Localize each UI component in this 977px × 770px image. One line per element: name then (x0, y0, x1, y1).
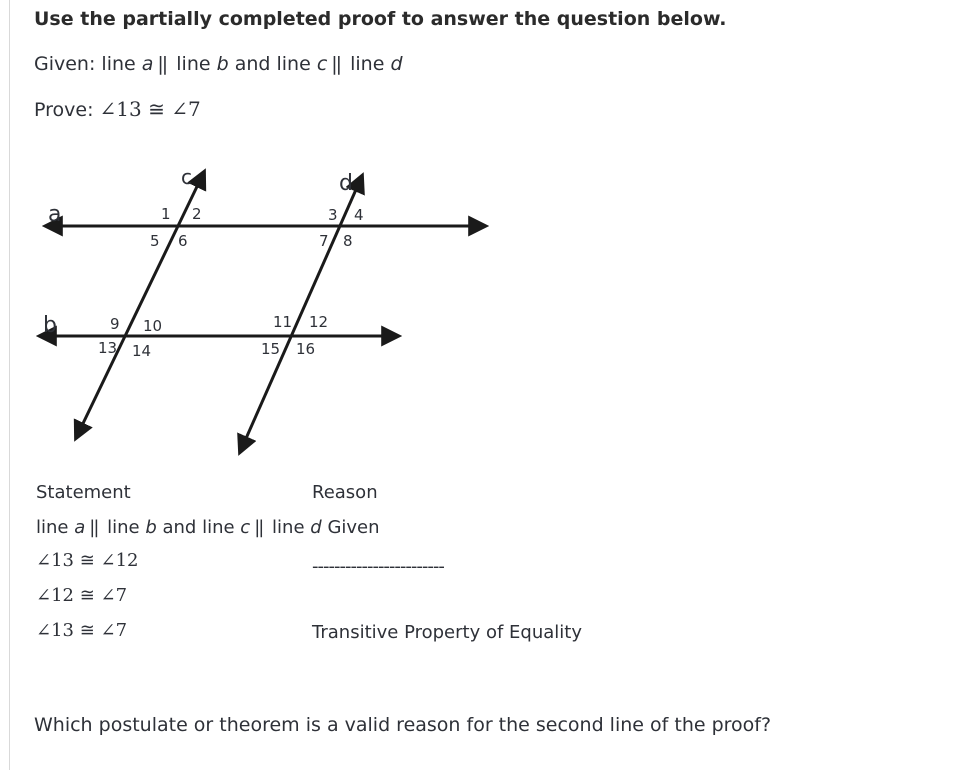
proof-reason-2-blank: ------------------------ (312, 556, 444, 577)
given-line-c: c (316, 53, 328, 75)
angle-14: 14 (132, 342, 152, 360)
given-statement (34, 53, 403, 75)
angle-4: 4 (354, 206, 364, 224)
angle-9: 9 (110, 315, 120, 333)
proof-reason-1: Given (327, 517, 380, 538)
given-text: and line (228, 53, 317, 75)
angle-15: 15 (261, 340, 281, 358)
statement-line-b: b (145, 517, 157, 538)
angle-3: 3 (328, 206, 338, 224)
angle-11: 11 (273, 313, 293, 331)
angle-1: 1 (161, 205, 171, 223)
angle-13: 13 (98, 339, 118, 357)
proof-statement-3: ∠12 ≅ ∠7 (36, 585, 128, 606)
prove-statement (34, 97, 201, 121)
label-line-b: b (43, 313, 57, 338)
proof-statement-4: ∠13 ≅ ∠7 (36, 620, 128, 641)
statement-line-c: c (240, 517, 251, 538)
statement-header: Statement (36, 482, 131, 503)
proof-statement-1 (36, 517, 380, 538)
prove-math: ∠13 ≅ ∠7 (99, 97, 201, 121)
given-line-b: b (216, 53, 229, 75)
label-line-c: c (181, 165, 192, 189)
angle-12: 12 (309, 313, 329, 331)
statement-text: line (36, 517, 75, 538)
angle-8: 8 (343, 232, 353, 250)
question-text: Which postulate or theorem is a valid reason for the second line of the proof? (34, 714, 772, 736)
line-d (240, 176, 362, 452)
left-border (9, 0, 10, 770)
angle-6: 6 (178, 232, 188, 250)
angle-7: 7 (319, 232, 329, 250)
angle-16: 16 (296, 340, 316, 358)
given-prefix: Given: line (34, 53, 142, 75)
given-text: line (344, 53, 391, 75)
parallel-symbol: || (254, 517, 263, 538)
given-line-a: a (141, 53, 154, 75)
given-text: line (170, 53, 217, 75)
angle-2: 2 (192, 205, 202, 223)
proof-reason-4: Transitive Property of Equality (312, 622, 582, 643)
reason-header: Reason (312, 482, 378, 503)
parallel-symbol: || (331, 53, 341, 75)
label-line-d: d (339, 171, 353, 196)
statement-text: line (266, 517, 311, 538)
statement-text: and line (156, 517, 241, 538)
statement-line-a: a (74, 517, 86, 538)
given-line-d: d (390, 53, 403, 75)
parallel-symbol: || (157, 53, 167, 75)
statement-text: line (101, 517, 146, 538)
instruction-heading: Use the partially completed proof to answer the question below. (34, 8, 727, 30)
angle-10: 10 (143, 317, 163, 335)
parallel-symbol: || (89, 517, 98, 538)
proof-statement-2: ∠13 ≅ ∠12 (36, 550, 139, 571)
line-c (76, 172, 204, 438)
angle-5: 5 (150, 232, 160, 250)
transversal-diagram (30, 160, 500, 460)
statement-line-d: d (310, 517, 322, 538)
label-line-a: a (48, 202, 62, 227)
prove-label: Prove: (34, 99, 94, 121)
